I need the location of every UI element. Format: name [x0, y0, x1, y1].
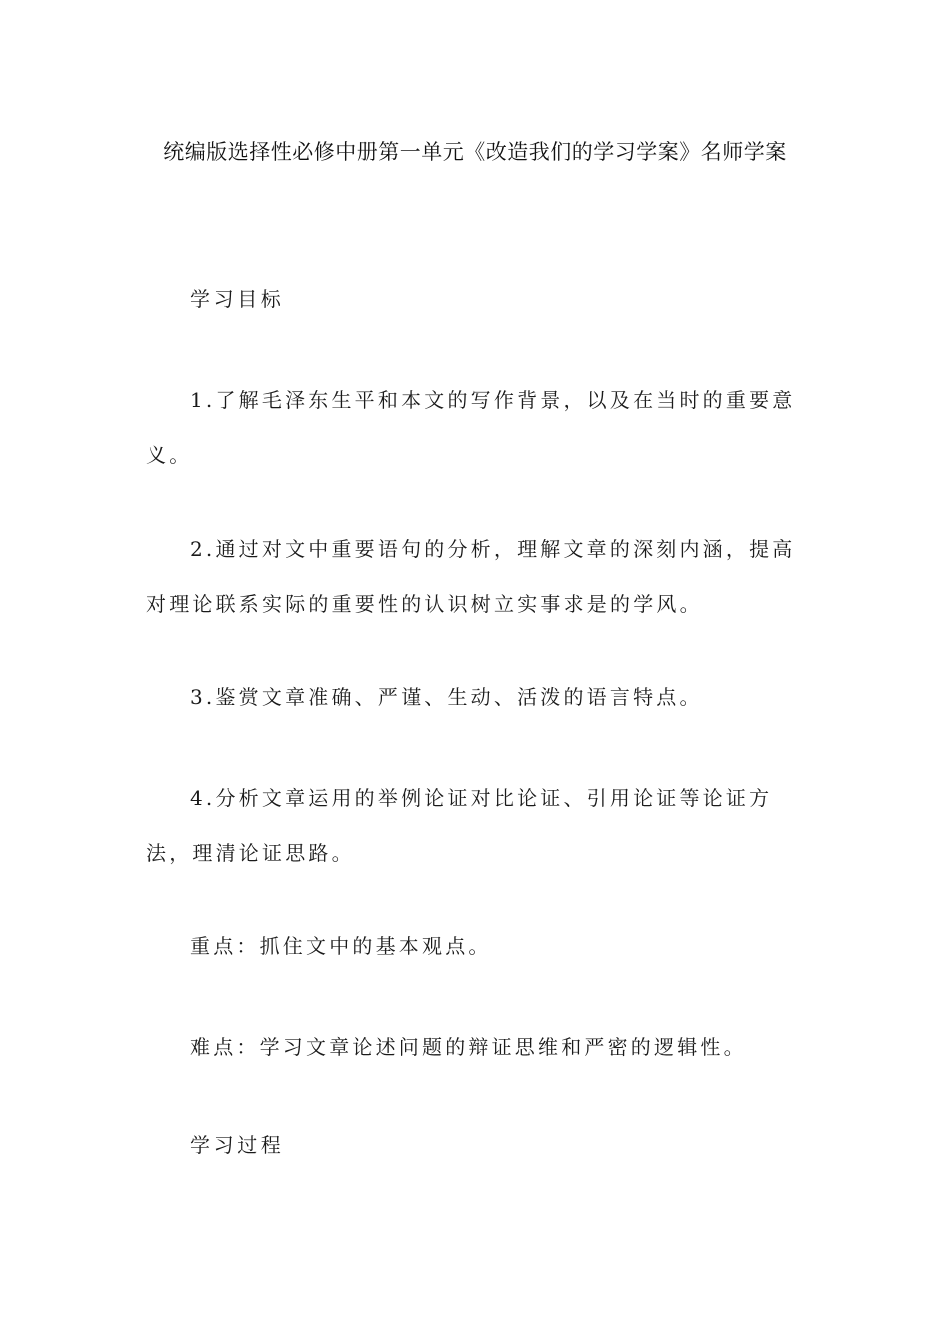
objective-item-3: 3.鉴赏文章准确、严谨、生动、活泼的语言特点。 — [190, 685, 703, 709]
difficult-point: 难点：学习文章论述问题的辩证思维和严密的逻辑性。 — [190, 1035, 747, 1059]
objective-item-2: 2.通过对文中重要语句的分析，理解文章的深刻内涵，提高对理论联系实际的重要性的认识树立实事求是的学风。 — [146, 537, 796, 616]
objective-item-4: 4.分析文章运用的举例论证对比论证、引用论证等论证方法，理清论证思路。 — [146, 786, 773, 865]
document-title: 统编版选择性必修中册第一单元《改造我们的学习学案》名师学案 — [163, 140, 787, 164]
objective-item-1: 1.了解毛泽东生平和本文的写作背景，以及在当时的重要意义。 — [146, 388, 796, 467]
objectives-heading: 学习目标 — [190, 287, 285, 311]
key-point: 重点：抓住文中的基本观点。 — [190, 934, 492, 958]
process-heading: 学习过程 — [190, 1133, 285, 1157]
